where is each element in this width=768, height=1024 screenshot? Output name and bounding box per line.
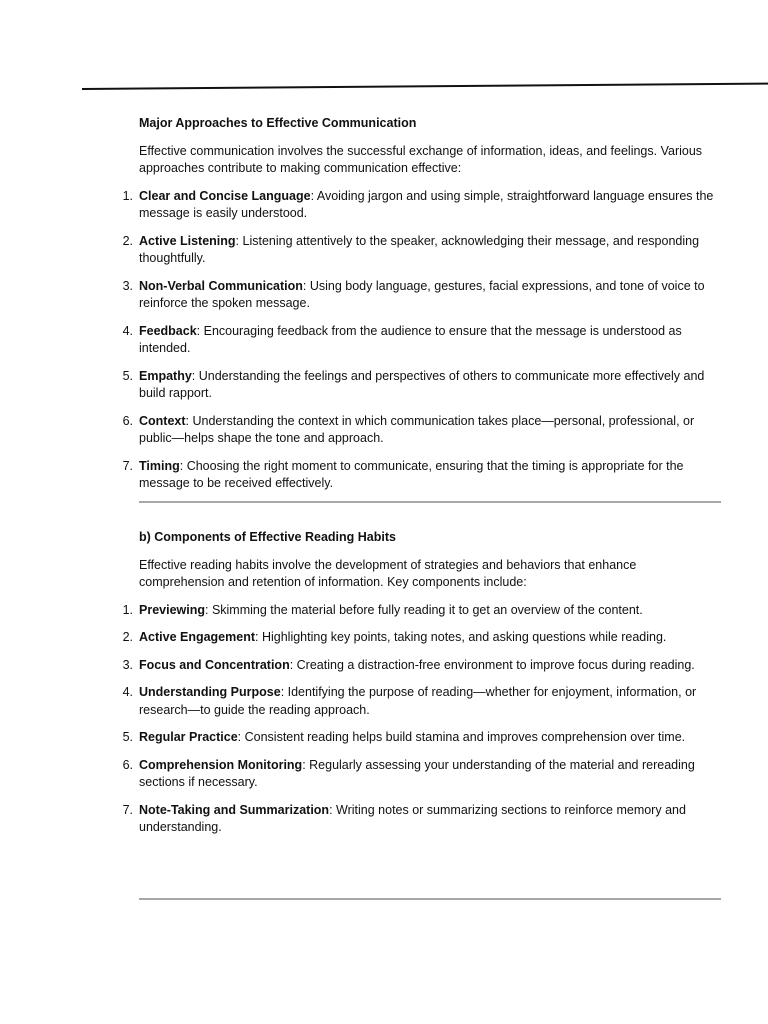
item-term: Timing xyxy=(139,458,180,473)
item-number: 4. xyxy=(122,685,133,699)
item-number: 3. xyxy=(122,278,133,293)
section-intro: Effective reading habits involve the development of strategies and behaviors that enhance comprehension and retention of information. Key components include: xyxy=(139,557,637,589)
item-number: 6. xyxy=(122,413,133,428)
item-text: : Creating a distraction-free environment to improve focus during reading. xyxy=(289,657,695,672)
section-divider xyxy=(139,898,721,900)
item-term: Note-Taking and Summarization xyxy=(139,802,330,817)
item-number: 2. xyxy=(122,233,133,248)
item-text: : Regularly assessing your understanding of the material and rereading sections if necessary. xyxy=(139,757,695,789)
list-item xyxy=(122,278,721,313)
list-item xyxy=(122,657,721,675)
list-item xyxy=(122,729,721,747)
list-item xyxy=(122,757,721,792)
item-text: : Consistent reading helps build stamina and improves comprehension over time. xyxy=(237,730,686,744)
item-term: Understanding Purpose xyxy=(139,685,281,699)
item-term: Previewing xyxy=(139,602,205,617)
item-term: Context xyxy=(139,413,186,428)
list-item xyxy=(122,413,721,448)
item-text: : Highlighting key points, taking notes, and asking questions while reading. xyxy=(255,630,667,644)
item-text: : Using body language, gestures, facial expressions, and tone of voice to reinforce the spoken message. xyxy=(139,278,705,310)
list-item xyxy=(122,629,721,647)
item-number: 7. xyxy=(122,458,133,473)
item-term: Active Listening xyxy=(139,233,236,248)
item-term: Focus and Concentration xyxy=(139,657,290,672)
list-item xyxy=(122,188,721,223)
item-number: 7. xyxy=(122,802,133,817)
section-communication xyxy=(122,115,721,493)
item-text: : Choosing the right moment to communicate, ensuring that the timing is appropriate for the message to be received effectively. xyxy=(139,458,684,490)
top-divider xyxy=(82,83,768,90)
item-text: : Listening attentively to the speaker, acknowledging their message, and responding thoughtfully. xyxy=(139,233,700,265)
list-item xyxy=(122,458,721,493)
section-divider xyxy=(139,501,721,503)
item-term: Empathy xyxy=(139,368,192,383)
item-term: Regular Practice xyxy=(139,730,238,744)
component-list xyxy=(122,602,721,837)
item-text: : Understanding the context in which communication takes place—personal, professional, or public—helps shape the tone and approach. xyxy=(139,413,695,445)
item-number: 5. xyxy=(122,730,133,744)
item-text: : Writing notes or summarizing sections to reinforce memory and understanding. xyxy=(139,802,686,834)
item-text: : Encouraging feedback from the audience to ensure that the message is understood as intended. xyxy=(139,323,682,355)
item-term: Non-Verbal Communication xyxy=(139,278,303,293)
section-intro: Effective communication involves the successful exchange of information, ideas, and feelings. Various approaches contribute to making communication effective: xyxy=(139,143,703,175)
list-item xyxy=(122,323,721,358)
list-item xyxy=(122,368,721,403)
item-text: : Skimming the material before fully reading it to get an overview of the content. xyxy=(205,602,643,617)
item-number: 4. xyxy=(122,323,133,338)
list-item xyxy=(122,802,721,837)
item-term: Comprehension Monitoring xyxy=(139,757,303,772)
item-term: Feedback xyxy=(139,323,197,338)
section-reading-habits xyxy=(122,529,721,837)
item-number: 1. xyxy=(122,602,133,617)
list-item xyxy=(122,684,721,719)
item-number: 6. xyxy=(122,757,133,772)
item-number: 5. xyxy=(122,368,133,383)
item-term: Clear and Concise Language xyxy=(139,188,311,203)
list-item xyxy=(122,233,721,268)
item-number: 2. xyxy=(122,630,133,644)
item-number: 3. xyxy=(122,657,133,672)
item-text: : Identifying the purpose of reading—whether for enjoyment, information, or research—to guide the reading approach. xyxy=(139,685,697,717)
item-text: : Avoiding jargon and using simple, straightforward language ensures the message is easily understood. xyxy=(139,188,714,220)
section-heading: Major Approaches to Effective Communication xyxy=(139,116,417,130)
approach-list xyxy=(122,188,721,493)
item-text: : Understanding the feelings and perspectives of others to communicate more effectively and build rapport. xyxy=(139,368,705,400)
item-term: Active Engagement xyxy=(139,630,256,644)
section-heading: b) Components of Effective Reading Habits xyxy=(139,530,396,544)
item-number: 1. xyxy=(122,188,133,203)
list-item xyxy=(122,602,721,620)
